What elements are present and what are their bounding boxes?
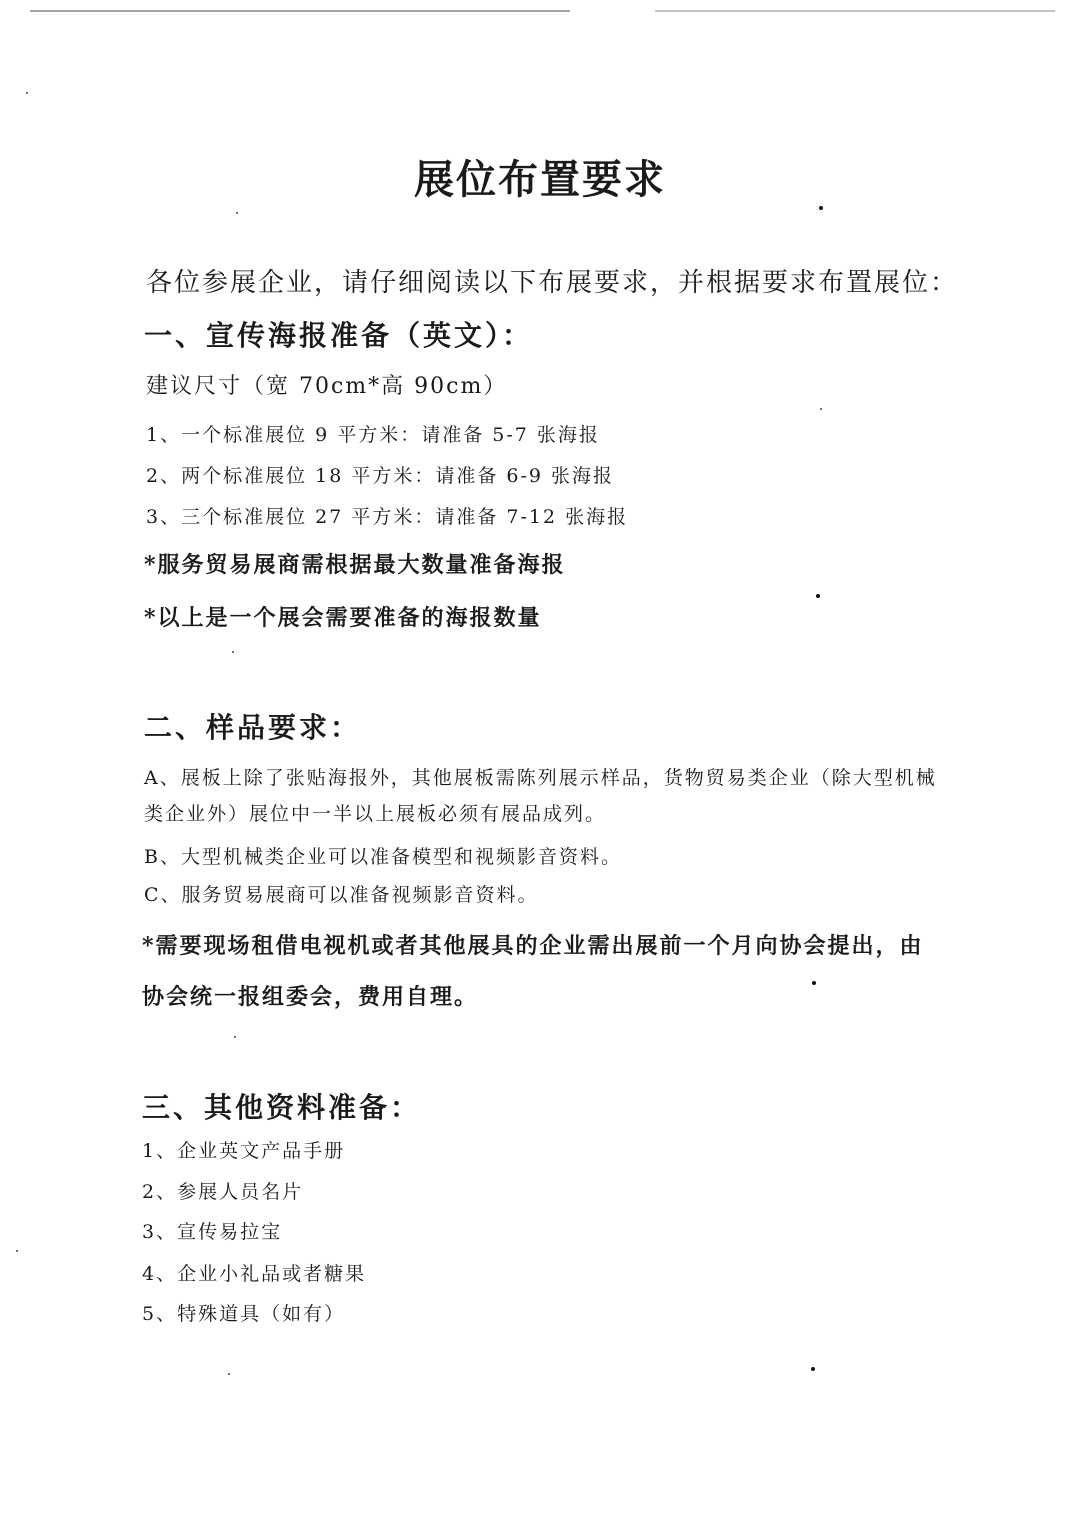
poster-size-note: 建议尺寸（宽 70cm*高 90cm） [146, 374, 508, 399]
section2-heading: 二、样品要求： [144, 711, 362, 744]
document-title: 展位布置要求 [414, 156, 666, 203]
poster-note: *以上是一个展会需要准备的海报数量 [144, 605, 542, 631]
scan-speck [232, 651, 234, 653]
scan-artifact-line [655, 10, 1055, 12]
scan-speck [819, 206, 823, 210]
scan-speck [820, 408, 822, 410]
scan-speck [236, 212, 238, 214]
scan-speck [234, 1036, 236, 1038]
scan-artifact-line [30, 10, 570, 12]
sample-item: A、展板上除了张贴海报外，其他展板需陈列展示样品，货物贸易类企业（除大型机械 [144, 767, 937, 789]
scan-speck [812, 981, 816, 985]
sample-item: C、服务贸易展商可以准备视频影音资料。 [144, 884, 539, 906]
material-item: 2、参展人员名片 [142, 1181, 304, 1203]
material-item: 5、特殊道具（如有） [142, 1303, 346, 1325]
material-item: 1、企业英文产品手册 [142, 1140, 346, 1162]
poster-note: *服务贸易展商需根据最大数量准备海报 [144, 552, 566, 578]
intro-paragraph: 各位参展企业，请仔细阅读以下布展要求，并根据要求布置展位： [146, 268, 959, 298]
section3-heading: 三、其他资料准备： [142, 1091, 422, 1124]
poster-item: 1、一个标准展位 9 平方米：请准备 5-7 张海报 [146, 424, 600, 446]
sample-note: 协会统一报组委会，费用自理。 [142, 984, 479, 1010]
sample-item: 类企业外）展位中一半以上展板必须有展品成列。 [144, 803, 607, 825]
sample-note: *需要现场租借电视机或者其他展具的企业需出展前一个月向协会提出，由 [142, 933, 924, 959]
scan-speck [811, 1367, 815, 1371]
material-item: 3、宣传易拉宝 [142, 1221, 283, 1243]
section1-heading: 一、宣传海报准备（英文）： [144, 319, 534, 352]
material-item: 4、企业小礼品或者糖果 [142, 1263, 367, 1285]
scan-speck [26, 92, 28, 94]
poster-item: 3、三个标准展位 27 平方米：请准备 7-12 张海报 [146, 506, 629, 528]
scan-speck [16, 1250, 18, 1252]
scan-speck [228, 1373, 230, 1375]
sample-item: B、大型机械类企业可以准备模型和视频影音资料。 [144, 846, 622, 868]
scan-speck [816, 594, 820, 598]
poster-item: 2、两个标准展位 18 平方米：请准备 6-9 张海报 [146, 465, 615, 487]
